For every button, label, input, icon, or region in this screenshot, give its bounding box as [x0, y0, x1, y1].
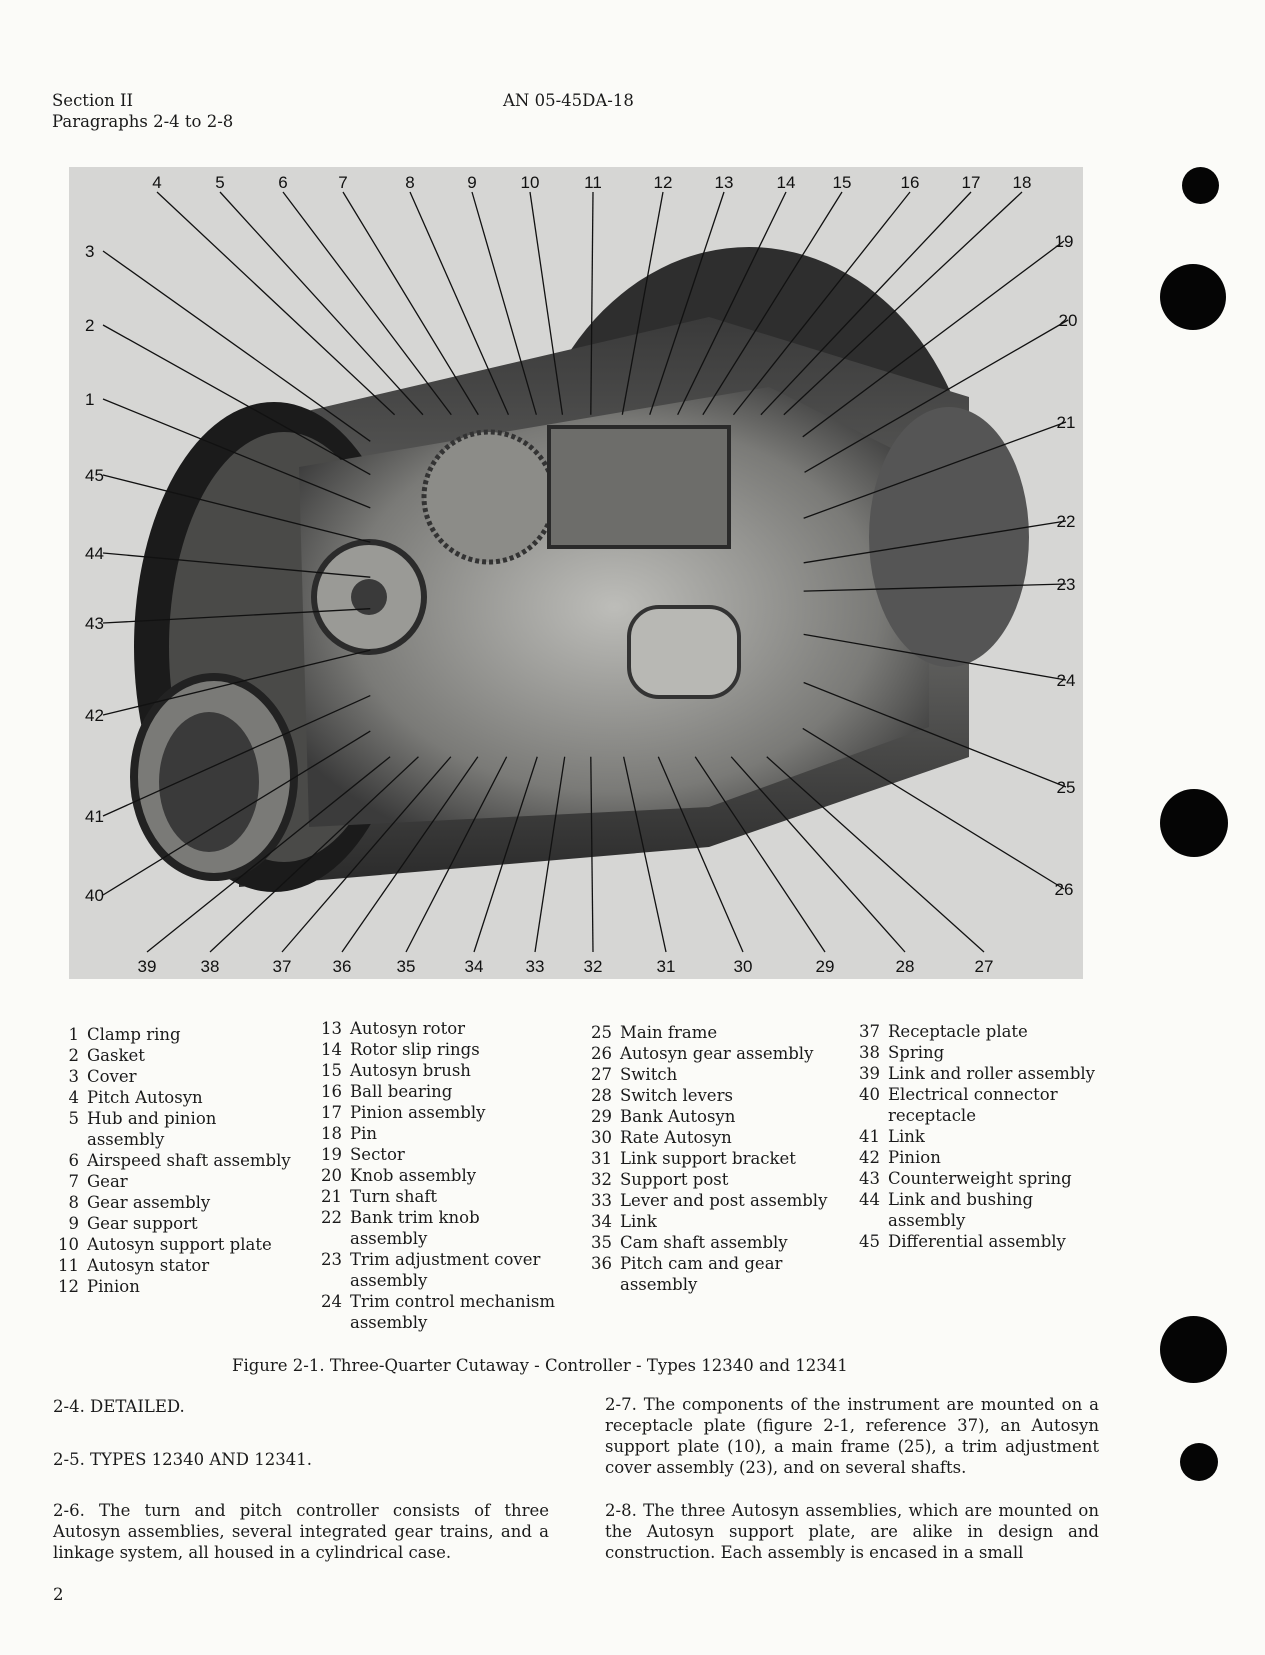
legend-item — [318, 1144, 560, 1165]
legend-number: 33 — [591, 1191, 612, 1210]
legend-text: Clamp ring — [87, 1025, 181, 1044]
legend-item — [318, 1186, 560, 1207]
punch-hole — [1180, 1443, 1218, 1481]
callout-number: 14 — [776, 173, 796, 192]
legend-text: Autosyn gear assembly — [620, 1044, 814, 1063]
callout-number: 27 — [974, 957, 994, 976]
callout-number: 26 — [1054, 880, 1074, 899]
legend-column-3 — [588, 1022, 830, 1295]
callout-number: 39 — [137, 957, 157, 976]
legend-item — [588, 1127, 830, 1148]
legend-number: 10 — [58, 1235, 79, 1254]
callout-number: 20 — [1058, 311, 1078, 330]
legend-item — [588, 1190, 830, 1211]
legend-item — [318, 1081, 560, 1102]
callout-number: 9 — [467, 173, 477, 192]
callout-number: 43 — [85, 614, 104, 633]
legend-text: Counterweight spring — [888, 1169, 1072, 1188]
legend-text: Pin — [350, 1124, 378, 1143]
callout-number: 40 — [85, 886, 104, 905]
legend-text: Lever and post assembly — [620, 1191, 828, 1210]
legend-text: Link — [888, 1127, 925, 1146]
document-number: AN 05-45DA-18 — [503, 91, 634, 110]
legend-text: Rate Autosyn — [620, 1128, 732, 1147]
legend-number: 26 — [591, 1044, 612, 1063]
legend-number: 45 — [859, 1232, 880, 1251]
callout-number: 29 — [815, 957, 835, 976]
legend-text: Electrical connector receptacle — [888, 1085, 1058, 1125]
paragraph-2-7: 2-7. The components of the instrument are mounted on a receptacle plate (figure 2-1, reference 37), an Autosyn support plate (10), a main frame (25), a trim adjustment cover assembly (23), and on several shafts. — [605, 1395, 1099, 1477]
legend-number: 12 — [58, 1277, 79, 1296]
legend-number: 32 — [591, 1170, 612, 1189]
legend-text: Knob assembly — [350, 1166, 477, 1185]
legend-number: 30 — [591, 1128, 612, 1147]
legend-number: 25 — [591, 1023, 612, 1042]
legend-number: 41 — [859, 1127, 880, 1146]
callout-number: 35 — [396, 957, 416, 976]
legend-text: Support post — [620, 1170, 729, 1189]
legend-item — [588, 1064, 830, 1085]
legend-item — [588, 1253, 830, 1295]
callout-number: 4 — [152, 173, 162, 192]
callout-number: 22 — [1056, 512, 1076, 531]
legend-item — [318, 1018, 560, 1039]
cutaway-figure — [69, 167, 1083, 979]
legend-item — [318, 1207, 560, 1249]
callout-number: 25 — [1056, 778, 1076, 797]
legend-item — [55, 1024, 297, 1045]
callout-number: 21 — [1056, 413, 1076, 432]
legend-item — [588, 1148, 830, 1169]
legend-item — [588, 1085, 830, 1106]
legend-text: Gear assembly — [87, 1193, 211, 1212]
legend-number: 20 — [321, 1166, 342, 1185]
callout-number: 17 — [961, 173, 981, 192]
legend-item — [588, 1106, 830, 1127]
legend-number: 42 — [859, 1148, 880, 1167]
legend-number: 34 — [591, 1212, 612, 1231]
legend-text: Hub and pinion assembly — [87, 1109, 217, 1149]
legend-text: Gasket — [87, 1046, 145, 1065]
legend-item — [55, 1255, 297, 1276]
legend-number: 2 — [68, 1046, 79, 1065]
legend-number: 40 — [859, 1085, 880, 1104]
callout-number: 12 — [653, 173, 673, 192]
callout-number: 30 — [733, 957, 753, 976]
callout-number: 32 — [583, 957, 603, 976]
legend-item — [55, 1150, 297, 1171]
legend-item — [856, 1189, 1098, 1231]
callout-number: 6 — [278, 173, 288, 192]
legend-item — [318, 1102, 560, 1123]
legend-text: Receptacle plate — [888, 1022, 1028, 1041]
callout-number: 42 — [85, 706, 104, 725]
legend-text: Autosyn brush — [350, 1061, 471, 1080]
legend-text: Turn shaft — [350, 1187, 438, 1206]
legend-text: Link — [620, 1212, 657, 1231]
paragraph-2-8: 2-8. The three Autosyn assemblies, which are mounted on the Autosyn support plate, are alike in design and construction. Each assembly is encased in a small — [605, 1501, 1099, 1562]
punch-hole — [1182, 167, 1219, 204]
legend-number: 27 — [591, 1065, 612, 1084]
paragraph-2-5: 2-5. TYPES 12340 AND 12341. — [53, 1450, 312, 1469]
legend-text: Differential assembly — [888, 1232, 1066, 1251]
legend-item — [55, 1276, 297, 1297]
legend-number: 17 — [321, 1103, 342, 1122]
legend-item — [55, 1045, 297, 1066]
callout-number: 38 — [200, 957, 220, 976]
legend-item — [856, 1168, 1098, 1189]
legend-text: Gear support — [87, 1214, 198, 1233]
legend-text: Main frame — [620, 1023, 718, 1042]
callout-number: 23 — [1056, 575, 1076, 594]
callout-number: 36 — [332, 957, 352, 976]
legend-number: 15 — [321, 1061, 342, 1080]
legend-item — [318, 1039, 560, 1060]
legend-number: 43 — [859, 1169, 880, 1188]
legend-item — [318, 1291, 560, 1333]
callout-number: 16 — [900, 173, 920, 192]
legend-number: 44 — [859, 1190, 880, 1209]
legend-number: 36 — [591, 1254, 612, 1273]
legend-column-1 — [55, 1024, 297, 1297]
legend-text: Airspeed shaft assembly — [87, 1151, 291, 1170]
callout-number: 24 — [1056, 671, 1076, 690]
legend-item — [856, 1147, 1098, 1168]
legend-number: 31 — [591, 1149, 612, 1168]
legend-number: 28 — [591, 1086, 612, 1105]
legend-item — [856, 1021, 1098, 1042]
legend-number: 5 — [68, 1109, 79, 1128]
legend-column-4 — [856, 1021, 1098, 1252]
callout-number: 15 — [832, 173, 852, 192]
legend-item — [318, 1060, 560, 1081]
callout-number: 34 — [464, 957, 484, 976]
legend-text: Cover — [87, 1067, 137, 1086]
punch-hole — [1160, 1316, 1227, 1383]
paragraph-2-6: 2-6. The turn and pitch controller consists of three Autosyn assemblies, several integrated gear trains, and a linkage system, all housed in a cylindrical case. — [53, 1501, 549, 1562]
legend-text: Link and bushing assembly — [888, 1190, 1034, 1230]
legend-text: Gear — [87, 1172, 128, 1191]
legend-item — [55, 1213, 297, 1234]
legend-text: Sector — [350, 1145, 405, 1164]
legend-item — [856, 1042, 1098, 1063]
legend-number: 16 — [321, 1082, 342, 1101]
legend-number: 11 — [58, 1256, 79, 1275]
legend-item — [55, 1234, 297, 1255]
legend-text: Autosyn stator — [87, 1256, 210, 1275]
legend-text: Bank Autosyn — [620, 1107, 736, 1126]
legend-text: Trim control mechanism assembly — [350, 1292, 555, 1332]
legend-text: Pitch Autosyn — [87, 1088, 203, 1107]
callout-number: 45 — [85, 466, 104, 485]
legend-number: 23 — [321, 1250, 342, 1269]
legend-item — [318, 1249, 560, 1291]
callout-number: 11 — [584, 173, 602, 192]
legend-text: Switch levers — [620, 1086, 733, 1105]
callout-number: 33 — [525, 957, 545, 976]
legend-number: 14 — [321, 1040, 342, 1059]
legend-text: Pinion assembly — [350, 1103, 486, 1122]
callout-number: 10 — [520, 173, 540, 192]
callout-number: 1 — [85, 390, 95, 409]
legend-text: Trim adjustment cover assembly — [350, 1250, 541, 1290]
legend-number: 38 — [859, 1043, 880, 1062]
legend-text: Autosyn support plate — [87, 1235, 272, 1254]
callout-number: 37 — [272, 957, 292, 976]
legend-item — [856, 1063, 1098, 1084]
legend-number: 21 — [321, 1187, 342, 1206]
legend-item — [55, 1087, 297, 1108]
legend-number: 3 — [68, 1067, 79, 1086]
page-number: 2 — [53, 1585, 64, 1604]
callout-number: 44 — [85, 544, 104, 563]
legend-item — [318, 1165, 560, 1186]
figure-caption: Figure 2-1. Three-Quarter Cutaway - Controller - Types 12340 and 12341 — [232, 1356, 848, 1375]
legend-item — [856, 1126, 1098, 1147]
callout-number: 2 — [85, 316, 95, 335]
callout-number: 18 — [1012, 173, 1032, 192]
legend-item — [588, 1232, 830, 1253]
legend-item — [856, 1084, 1098, 1126]
punch-hole — [1160, 789, 1228, 857]
legend-number: 24 — [321, 1292, 342, 1311]
legend-item — [55, 1066, 297, 1087]
legend-number: 7 — [68, 1172, 79, 1191]
legend-number: 19 — [321, 1145, 342, 1164]
paragraph-range: Paragraphs 2-4 to 2-8 — [52, 112, 234, 131]
legend-text: Link and roller assembly — [888, 1064, 1095, 1083]
legend-item — [856, 1231, 1098, 1252]
legend-column-2 — [318, 1018, 560, 1333]
callout-number: 19 — [1054, 232, 1074, 251]
legend-number: 29 — [591, 1107, 612, 1126]
legend-text: Autosyn rotor — [350, 1019, 466, 1038]
callout-number: 5 — [215, 173, 225, 192]
callout-number: 41 — [85, 807, 104, 826]
callout-number: 8 — [405, 173, 415, 192]
legend-text: Pitch cam and gear assembly — [620, 1254, 783, 1294]
callout-number: 7 — [338, 173, 348, 192]
legend-text: Spring — [888, 1043, 945, 1062]
legend-number: 37 — [859, 1022, 880, 1041]
legend-number: 39 — [859, 1064, 880, 1083]
legend-item — [55, 1192, 297, 1213]
callout-number: 28 — [895, 957, 915, 976]
legend-number: 22 — [321, 1208, 342, 1227]
legend-number: 4 — [68, 1088, 79, 1107]
legend-text: Ball bearing — [350, 1082, 453, 1101]
legend-item — [588, 1169, 830, 1190]
callout-number: 13 — [714, 173, 734, 192]
legend-text: Switch — [620, 1065, 678, 1084]
paragraph-2-4: 2-4. DETAILED. — [53, 1397, 185, 1416]
legend-item — [55, 1108, 297, 1150]
legend-number: 6 — [68, 1151, 79, 1170]
legend-item — [588, 1022, 830, 1043]
legend-number: 18 — [321, 1124, 342, 1143]
legend-item — [318, 1123, 560, 1144]
legend-number: 9 — [68, 1214, 79, 1233]
legend-text: Pinion — [888, 1148, 941, 1167]
legend-number: 13 — [321, 1019, 342, 1038]
legend-text: Bank trim knob assembly — [350, 1208, 480, 1248]
legend-text: Cam shaft assembly — [620, 1233, 788, 1252]
legend-text: Pinion — [87, 1277, 140, 1296]
callout-number: 3 — [85, 242, 95, 261]
legend-number: 35 — [591, 1233, 612, 1252]
cutaway-illustration — [69, 167, 1083, 979]
legend-number: 1 — [68, 1025, 79, 1044]
punch-hole — [1160, 264, 1226, 330]
legend-item — [588, 1043, 830, 1064]
legend-item — [588, 1211, 830, 1232]
legend-text: Rotor slip rings — [350, 1040, 480, 1059]
legend-number: 8 — [68, 1193, 79, 1212]
callout-number: 31 — [656, 957, 676, 976]
legend-text: Link support bracket — [620, 1149, 796, 1168]
legend-item — [55, 1171, 297, 1192]
section-label: Section II — [52, 91, 134, 110]
